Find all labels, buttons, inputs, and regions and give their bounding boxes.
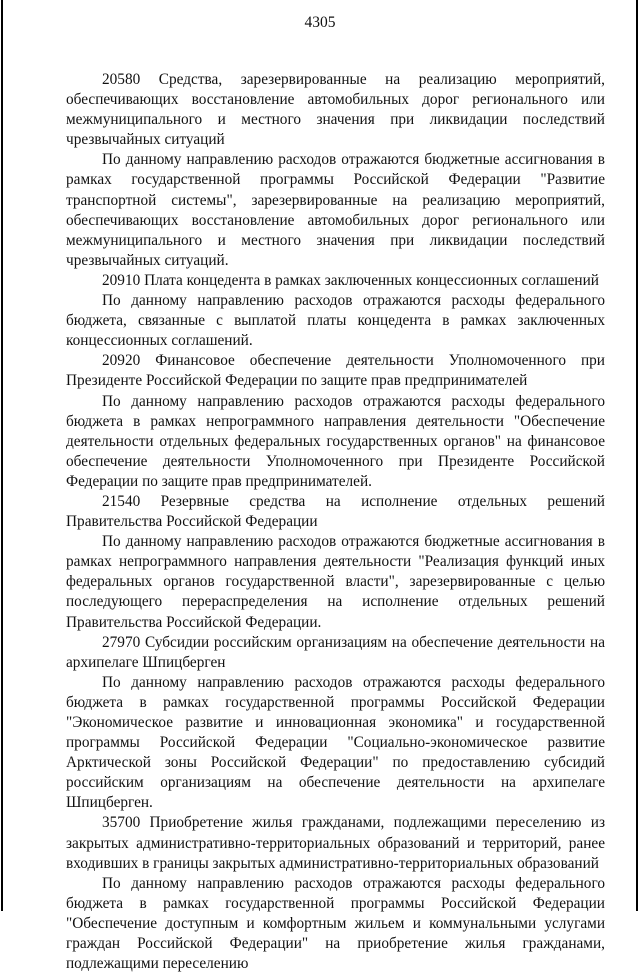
page-number: 4305 xyxy=(304,14,336,31)
paragraph-27970-description: По данному направлению расходов отражаются расходы федерального бюджета в рамках государственной программы Российской Федерации "Экономическое развитие и инновационная экономика" и государственной программы Российской Федерации "Социально-экономическое развитие Арктической зоны Российской Федерации" по предоставлению субсидий российским организациям на обеспечение деятельности на архипелаге Шпицберген. xyxy=(66,673,605,812)
paragraph-20920-description: По данному направлению расходов отражаются расходы федерального бюджета в рамках непрограммного направления деятельности "Обеспечение деятельности отдельных федеральных государственных органов" на финансовое обеспечение деятельности Уполномоченного при Президенте Российской Федерации по защите прав предпринимателей. xyxy=(66,392,605,490)
document-body xyxy=(66,70,605,974)
paragraph-35700-description: По данному направлению расходов отражаются расходы федерального бюджета в рамках государственной программы Российской Федерации "Обеспечение доступным и комфортным жильем и коммунальными услугами граждан Российской Федерации" на приобретение жилья гражданами, подлежащими переселению xyxy=(66,874,605,973)
paragraph-21540-description: По данному направлению расходов отражаются бюджетные ассигнования в рамках непрограммного направления деятельности "Реализация функций иных федеральных органов государственной власти", зарезервированные с целью последующего перераспределения на исполнение отдельных решений Правительства Российской Федерации. xyxy=(66,533,605,631)
paragraph-20910-description: По данному направлению расходов отражаются расходы федерального бюджета, связанные с выплатой платы концедента в рамках заключенных концессионных соглашений. xyxy=(66,292,605,350)
paragraph-20910-heading: 20910 Плата концедента в рамках заключенных концессионных соглашений xyxy=(102,271,599,289)
scan-border-left xyxy=(1,0,3,911)
paragraph-20580-heading: 20580 Средства, зарезервированные на реализацию мероприятий, обеспечивающих восстановление автомобильных дорог регионального или межмуниципального и местного значения при ликвидации последствий чрезвычайных ситуаций xyxy=(66,71,605,149)
scan-border-right xyxy=(636,0,638,911)
paragraph-20920-heading: 20920 Финансовое обеспечение деятельности Уполномоченного при Президенте Российской Федерации по защите прав предпринимателей xyxy=(66,352,605,390)
paragraph-35700-heading: 35700 Приобретение жилья гражданами, подлежащими переселению из закрытых административно-территориальных образований и территорий, ранее входивших в границы закрытых административно-территориальных образований xyxy=(66,814,605,872)
paragraph-21540-heading: 21540 Резервные средства на исполнение отдельных решений Правительства Российской Федерации xyxy=(66,492,605,531)
paragraph-20580-description: По данному направлению расходов отражаются бюджетные ассигнования в рамках государственной программы Российской Федерации "Развитие транспортной системы", зарезервированные на реализацию мероприятий, обеспечивающих восстановление автомобильных дорог регионального или межмуниципального и местного значения при ликвидации последствий чрезвычайных ситуаций. xyxy=(66,151,605,269)
paragraph-27970-heading: 27970 Субсидии российским организациям на обеспечение деятельности на архипелаге Шпицберген xyxy=(66,633,605,671)
